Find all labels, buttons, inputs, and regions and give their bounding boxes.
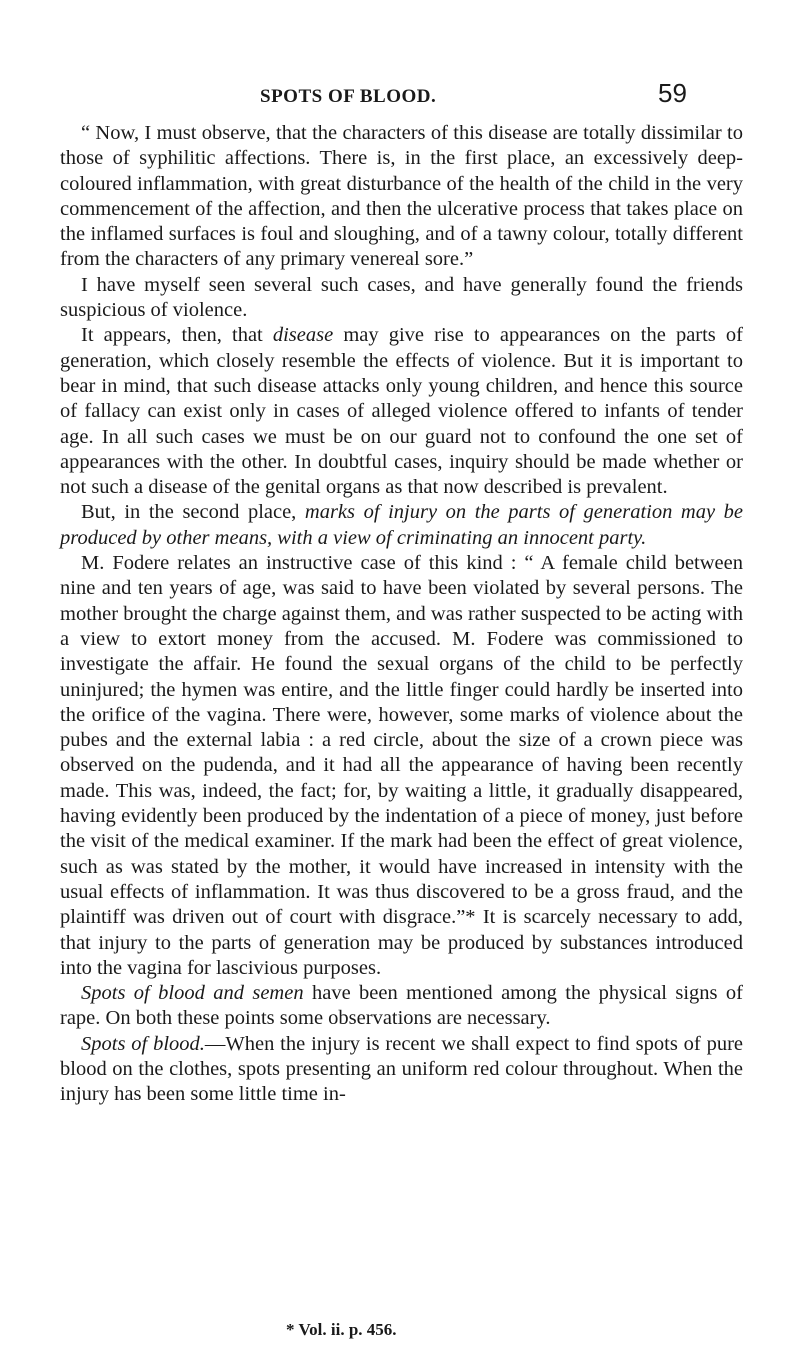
paragraph-personal-observation: I have myself seen several such cases, and have generally found the friends suspicious of violence. xyxy=(60,273,743,322)
paragraph-fodere-case: M. Fodere relates an instructive case of this kind : “ A female child between nine and ten years of age, was said to have been violated by several persons. The mother brought the charge against them, and was rather suspected to be acting with a view to extort money from the accused. M. Fodere was commissioned to investigate the affair. He found the sexual organs of the child to be perfectly uninjured; the hymen was entire, and the little finger could hardly be inserted into the orifice of the vagina. There were, however, some marks of violence about the pubes and the external labia : a red circle, about the size of a crown piece was observed on the pudenda, and it had all the appearance of having been recently made. This was, indeed, the fact; for, by waiting a little, it gradually disappeared, having evidently been produced by the indentation of a piece of money, just before the visit of the medical examiner. If the mark had been the effect of great violence, such as was stated by the mother, it would have increased in intensity with the usual effects of inflammation. It was thus discovered to be a gross fraud, and the plaintiff was driven out of court with disgrace.”* It is scarcely necessary to add, that injury to the parts of generation may be produced by substances introduced into the vagina for lascivious purposes. xyxy=(60,552,743,979)
italic-phrase: Spots of blood and semen xyxy=(81,982,304,1005)
italic-phrase: disease xyxy=(272,324,334,347)
paragraph-disease-appearances: It appears, then, that disease may give rise to appearances on the parts of generation, which closely resemble the effects of violence. But it is important to bear in mind, that such disease attacks only young children, and hence this source of fallacy can exist only in cases of alleged violence offered to infants of tender age. In all such cases we must be on our guard not to confound the one set of appearances with the other. In doubtful cases, inquiry should be made whether or not such a disease of the genital organs as that now described is prevalent. xyxy=(60,324,743,499)
paragraph-spots-intro: Spots of blood and semen have been mentioned among the physical signs of rape. On both these points some observations are necessary. xyxy=(60,982,743,1030)
italic-phrase: marks of injury on the parts of generation may be produced by other means, with a view of criminating an innocent party. xyxy=(60,501,744,549)
paragraph-spots-of-blood: Spots of blood.—When the injury is recent we shall expect to find spots of pure blood on the clothes, spots presenting an uniform red colour throughout. When the injury has been some little time in- xyxy=(60,1032,743,1106)
paragraph-marks-of-injury: But, in the second place, marks of injury on the parts of generation may be produced by other means, with a view of criminating an innocent party. xyxy=(60,501,744,549)
body-text xyxy=(60,121,743,1108)
italic-phrase: Spots of blood. xyxy=(81,1032,205,1055)
running-head: SPOTS OF BLOOD. xyxy=(260,86,437,107)
footnote: * Vol. ii. p. 456. xyxy=(286,1320,397,1339)
paragraph-quote: “ Now, I must observe, that the characters of this disease are totally dissimilar to those of syphilitic affections. There is, in the first place, an excessively deep-coloured inflammation, with great disturbance of the health of the child in the very commencement of the affection, and then the ulcerative process that takes place on the inflamed surfaces is foul and sloughing, and of a tawny colour, totally different from the characters of any primary venereal sore.” xyxy=(60,122,743,271)
page-number: 59 xyxy=(658,78,687,108)
